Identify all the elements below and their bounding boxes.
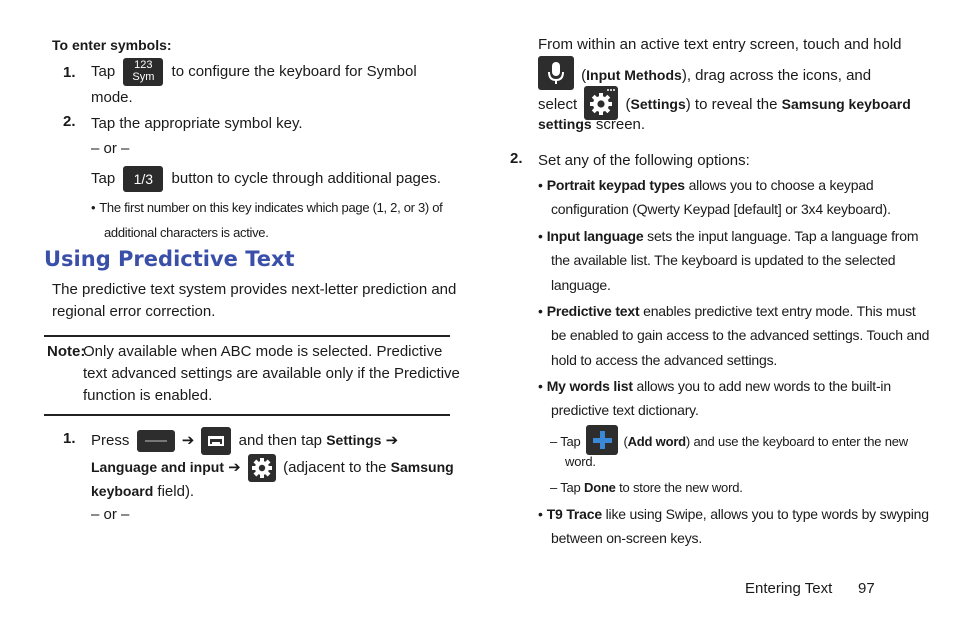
arrow-icon: ➔	[385, 431, 399, 449]
bullet-cont: between on-screen keys.	[551, 530, 703, 546]
microphone-icon	[538, 56, 574, 90]
step-number: 1.	[63, 64, 76, 81]
tap-post: button to cycle through additional pages.	[171, 169, 441, 187]
dash: –	[550, 434, 558, 449]
page-key-icon: 1/3	[123, 166, 163, 192]
press-line-3	[91, 480, 194, 503]
divider	[44, 414, 450, 416]
sub-tap: Tap	[560, 434, 581, 449]
lang-input: Language and input	[91, 458, 224, 475]
done-word: Done	[584, 480, 616, 495]
or-separator: – or –	[91, 140, 130, 157]
tap-page-text	[91, 166, 451, 192]
then-tap: and then tap	[238, 431, 323, 449]
bullet: •	[538, 378, 543, 394]
menu-key-icon	[201, 427, 231, 455]
step-number: 2.	[510, 150, 523, 167]
bullet-cont: hold to access the advanced settings.	[551, 352, 778, 368]
samsung-keyboard: Samsung keyboard	[781, 96, 911, 112]
bullet-bold: Portrait keypad types	[546, 177, 685, 193]
bullet-cont: predictive text dictionary.	[551, 402, 699, 418]
field-close: field).	[157, 483, 195, 500]
bullet-rest: like using Swipe, allows you to type words by swyping	[605, 506, 929, 522]
note-label: Note:	[47, 343, 86, 360]
gear-icon	[248, 454, 276, 482]
bullet-item	[538, 224, 918, 248]
sym-key-bottom: Sym	[132, 71, 155, 83]
sub-cont: word.	[565, 454, 596, 469]
bullet-rest: enables predictive text entry mode. This must	[643, 303, 916, 319]
bullet-cont: additional characters is active.	[104, 225, 269, 240]
input-methods: Input Methods	[586, 67, 682, 83]
section-heading: Using Predictive Text	[44, 247, 295, 271]
adjacent-text: (adjacent to the	[283, 458, 387, 476]
bullet: •	[538, 303, 543, 319]
settings-word: Settings	[326, 431, 382, 448]
step2-text: Set any of the following options:	[538, 152, 750, 169]
step-number: 2.	[63, 113, 76, 130]
bullet: •	[538, 177, 543, 193]
bullet-item	[538, 299, 916, 323]
intro-line: The predictive text system provides next-letter prediction and	[52, 281, 457, 298]
bullet-rest: sets the input language. Tap a language from	[647, 228, 919, 244]
bullet: •	[538, 506, 543, 522]
bullet-item	[538, 502, 929, 526]
note-line: function is enabled.	[83, 387, 213, 404]
arrow-icon: ➔	[228, 458, 241, 476]
bullet: •	[91, 200, 96, 215]
bullet: •	[538, 228, 543, 244]
sym-key-top: 123	[134, 59, 153, 71]
bullet-bold: T9 Trace	[546, 506, 602, 522]
bullet-bold: Input language	[546, 228, 644, 244]
bullet-rest: allows you to choose a keypad	[688, 177, 874, 193]
tap-pre: Tap	[91, 169, 116, 187]
paren: (	[625, 96, 631, 113]
bullet-cont: language.	[551, 277, 611, 293]
samsung-word: Samsung	[390, 458, 454, 475]
bullet-bold: Predictive text	[546, 303, 640, 319]
intro-line: regional error correction.	[52, 303, 216, 320]
bullet-cont: configuration (Qwerty Keypad [default] or 3x4 keyboard).	[551, 201, 891, 217]
or-separator: – or –	[91, 506, 130, 523]
symbol-key-icon	[123, 58, 163, 86]
press-line-2	[91, 454, 454, 482]
input-methods-line	[538, 56, 871, 90]
select-word: select	[538, 96, 578, 113]
sub-rest: to store the new word.	[619, 480, 743, 495]
step-number: 1.	[63, 430, 76, 447]
bullet-item	[91, 196, 456, 220]
home-key-icon	[137, 430, 175, 452]
settings-screen-line	[538, 113, 645, 136]
bullet-line: The first number on this key indicates which page (1, 2, or 3) of	[99, 200, 443, 215]
sub-item	[550, 425, 908, 455]
dash: –	[550, 480, 558, 495]
step1-post: to configure the keyboard for Symbol	[171, 62, 417, 80]
paren: (	[623, 434, 628, 449]
bullet-cont: be enabled to gain access to the advanced settings. Touch and	[551, 327, 930, 343]
note-line: text advanced settings are available only if the Predictive	[83, 365, 460, 382]
sub-rest: ) and use the keyboard to enter the new	[685, 434, 908, 449]
press-line	[91, 427, 451, 455]
settings-bold: settings	[538, 116, 592, 132]
bullet-bold: My words list	[546, 378, 633, 394]
add-word: Add word	[627, 434, 686, 449]
note-line: Only available when ABC mode is selected. Predictive	[83, 343, 443, 360]
screen-word: screen.	[595, 116, 646, 133]
keyboard-word: keyboard	[91, 483, 154, 499]
step1-text	[91, 58, 451, 86]
para-line: From within an active text entry screen, touch and hold	[538, 36, 902, 53]
settings-post: ) to reveal the	[685, 96, 778, 113]
step1-cont: mode.	[91, 89, 133, 106]
paren: (	[581, 67, 587, 84]
bullet-cont: the available list. The keyboard is updated to the selected	[551, 252, 896, 268]
symbols-title: To enter symbols:	[52, 37, 172, 53]
divider	[44, 335, 450, 337]
page-number: 97	[858, 580, 875, 597]
bullet-rest: allows you to add new words to the built-in	[636, 378, 891, 394]
bullet-item	[538, 173, 873, 197]
press-word: Press	[91, 431, 130, 449]
bullet-item	[538, 374, 891, 398]
settings-word: Settings	[630, 96, 686, 112]
arrow-icon: ➔	[181, 431, 195, 449]
footer-section: Entering Text	[745, 580, 833, 597]
sub-item	[550, 476, 743, 500]
input-methods-post: ), drag across the icons, and	[681, 67, 872, 84]
step2-text: Tap the appropriate symbol key.	[91, 115, 303, 132]
sub-tap: Tap	[560, 480, 581, 495]
step1-pre: Tap	[91, 62, 116, 80]
